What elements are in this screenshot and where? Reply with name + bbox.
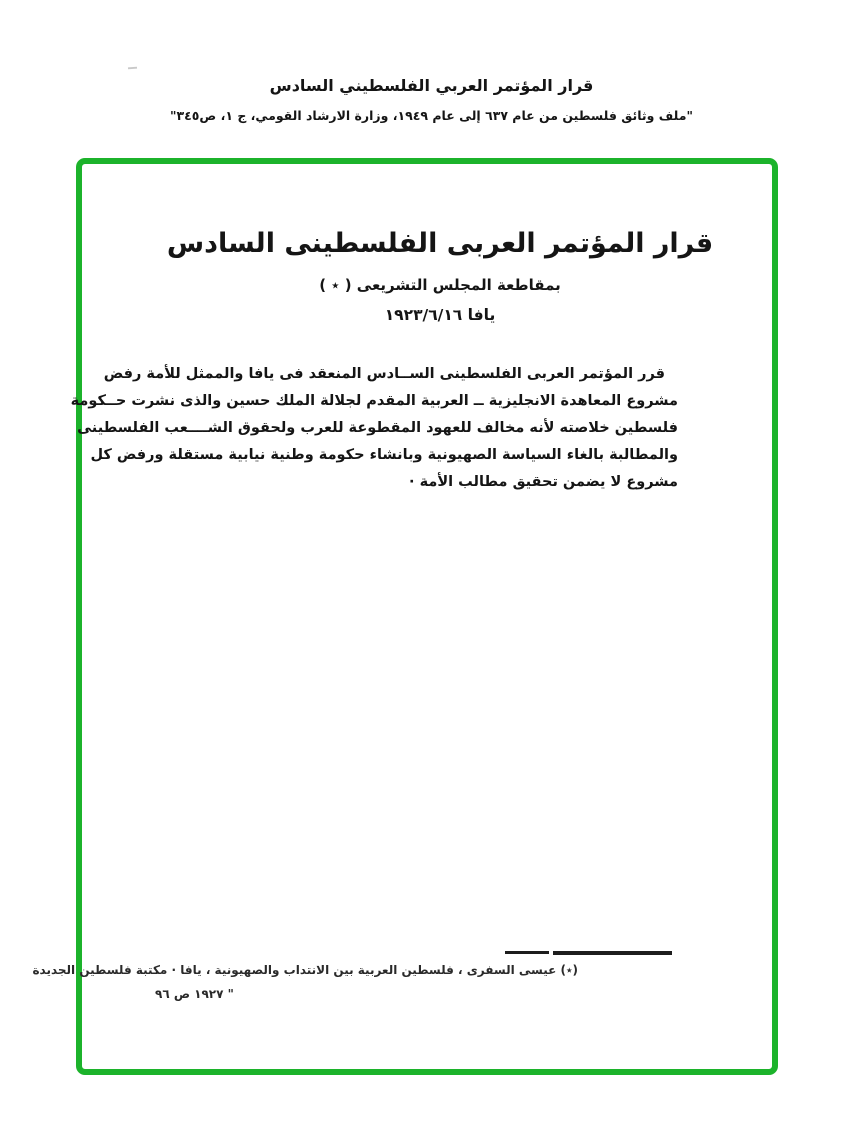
body-line: مشروع لا يضمن تحقيق مطالب الأمة ·	[409, 474, 678, 490]
footnote-page-ref: ١٩٢٧ ص ٩٦ "	[155, 987, 234, 1001]
page-header-title: قرار المؤتمر العربي الفلسطيني السادس	[269, 76, 594, 95]
footnote-divider	[553, 951, 672, 955]
body-line: والمطالبة بالغاء السياسة الصهيونية وبانشاء حكومة وطنية نيابية مستقلة ورفض كل	[90, 447, 678, 463]
green-highlight-frame	[32, 158, 778, 1075]
footnote-divider	[505, 951, 549, 954]
body-line: مشروع المعاهدة الانجليزية ــ العربية المقدم لجلالة الملك حسين والذى نشرت حــكومة	[70, 393, 678, 409]
document-date: يافا ١٩٢٣/٦/١٦	[384, 306, 496, 324]
footnote-text: (٭) عيسى السفرى ، فلسطين العربية بين الانتداب والصهيونية ، يافا · مكتبة فلسطين الجديدة	[32, 963, 578, 977]
scan-artifact	[128, 67, 137, 70]
document-title: قرار المؤتمر العربى الفلسطينى السادس	[166, 228, 714, 259]
body-line: قرر المؤتمر العربى الفلسطينى الســادس المنعقد فى يافا والممثل للأمة رفض	[103, 366, 665, 382]
document-subtitle: بمقاطعة المجلس التشريعى ( ٭ )	[319, 276, 561, 294]
body-line: فلسطين خلاصته لأنه مخالف للعهود المقطوعة للعرب ولحقوق الشــــعب الفلسطينى	[77, 420, 678, 436]
body-paragraph	[70, 361, 678, 496]
source-citation: "ملف وثائق فلسطين من عام ٦٣٧ إلى عام ١٩٤٩، وزارة الارشاد القومي، ج ١، ص٣٤٥"	[170, 108, 693, 123]
